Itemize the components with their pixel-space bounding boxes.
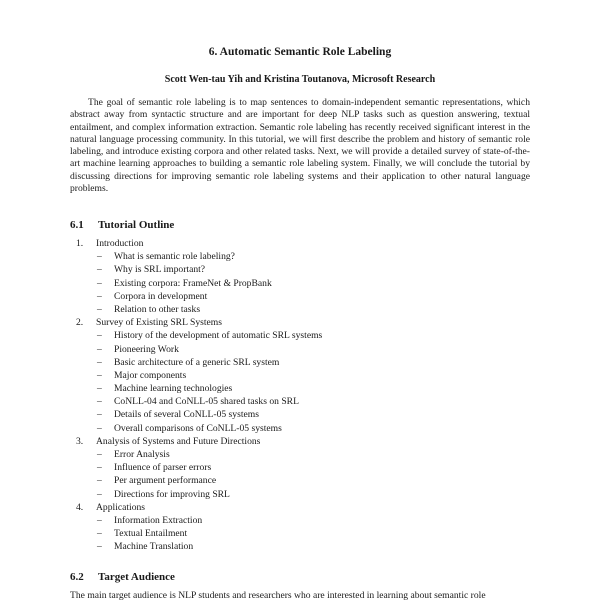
dash-bullet: – — [97, 528, 102, 540]
dash-bullet: – — [97, 475, 102, 487]
dash-bullet: – — [97, 343, 102, 355]
outline-item-number: 1. — [76, 238, 84, 249]
outline-sub-item-label: Basic architecture of a generic SRL system — [114, 356, 280, 368]
dash-bullet: – — [97, 369, 102, 381]
outline-sub-item-label: Existing corpora: FrameNet & PropBank — [114, 277, 272, 289]
outline-sub-item-label: Directions for improving SRL — [114, 488, 230, 500]
outline-sub-item — [70, 263, 530, 276]
outline-sub-item-label: Pioneering Work — [114, 343, 179, 355]
section-title: Target Audience — [98, 571, 175, 583]
outline-top-item — [70, 237, 530, 250]
outline-sub-item — [70, 514, 530, 527]
outline-sub-item-label: History of the development of automatic SRL systems — [114, 330, 323, 342]
section-title: Tutorial Outline — [98, 219, 175, 231]
dash-bullet: – — [97, 541, 102, 553]
outline-item-number: 3. — [76, 435, 84, 447]
dash-bullet: – — [97, 462, 102, 474]
outline-sub-item — [70, 474, 530, 487]
outline-item-number: 4. — [76, 501, 84, 513]
outline-sub-item-label: Information Extraction — [114, 514, 203, 526]
dash-bullet: – — [97, 488, 102, 500]
outline-sub-item — [70, 369, 530, 382]
outline-sub-item — [70, 303, 530, 316]
outline-item-label: Analysis of Systems and Future Directions — [96, 435, 261, 447]
outline-sub-item-label: Details of several CoNLL-05 systems — [114, 409, 259, 421]
outline-sub-item — [70, 461, 530, 474]
dash-bullet: – — [97, 264, 102, 276]
outline-sub-item-label: Why is SRL important? — [114, 264, 206, 276]
dash-bullet: – — [97, 396, 102, 408]
document-title: 6. Automatic Semantic Role Labeling — [208, 46, 392, 58]
dash-bullet: – — [97, 251, 102, 263]
outline-sub-item-label: CoNLL-04 and CoNLL-05 shared tasks on SRL — [114, 396, 299, 408]
outline-sub-item-label: Major components — [114, 369, 187, 381]
outline-item-number: 2. — [76, 317, 84, 329]
dash-bullet: – — [97, 514, 102, 526]
outline-sub-item-label: Corpora in development — [114, 290, 208, 302]
outline-sub-item — [70, 408, 530, 421]
document-authors: Scott Wen-tau Yih and Kristina Toutanova, Microsoft Research — [164, 74, 436, 85]
outline-top-item — [70, 316, 530, 329]
outline-sub-item-label: Textual Entailment — [114, 528, 188, 540]
outline-sub-item — [70, 540, 530, 553]
outline-sub-item — [70, 290, 530, 303]
dash-bullet: – — [97, 409, 102, 421]
dash-bullet: – — [97, 330, 102, 342]
outline-sub-item — [70, 250, 530, 263]
outline-sub-item-label: Per argument performance — [114, 475, 217, 487]
outline-item-label: Applications — [96, 501, 146, 513]
outline-sub-item-label: Overall comparisons of CoNLL-05 systems — [114, 422, 282, 434]
outline-sub-item — [70, 527, 530, 540]
section-heading-target-audience — [70, 571, 175, 583]
abstract-paragraph: The goal of semantic role labeling is to map sentences to domain-independent semantic representations, which abstract away from syntactic structure and are important for deep NLP tasks such as question answering, textual entailment, and complex information extraction. Semantic role labeling has recently received significant interest in the natural language processing community. In this tutorial, we will first describe the problem and history of semantic role labeling, and introduce existing corpora and other related tasks. Next, we will provide a detailed survey of state-of-the-art machine learning approaches to building a semantic role labeling system. Finally, we will conclude the tutorial by discussing directions for improving semantic role labeling systems and their application to other natural language problems. — [70, 97, 530, 194]
outline-sub-item — [70, 488, 530, 501]
dash-bullet: – — [97, 422, 102, 434]
outline-sub-item-label: Influence of parser errors — [114, 462, 212, 474]
dash-bullet: – — [97, 449, 102, 460]
outline-sub-item-label: Relation to other tasks — [114, 303, 201, 315]
outline-top-item — [70, 435, 530, 448]
outline-sub-item-label: Machine Translation — [114, 541, 194, 553]
outline-sub-item-label: What is semantic role labeling? — [114, 251, 235, 263]
outline-sub-item-label: Machine learning technologies — [114, 383, 233, 395]
outline-sub-item — [70, 356, 530, 369]
outline-sub-item — [70, 395, 530, 408]
outline-sub-item — [70, 382, 530, 395]
target-audience-paragraph: The main target audience is NLP students and researchers who are interested in learning about semantic role — [70, 590, 486, 601]
outline-sub-item-label: Error Analysis — [114, 449, 170, 460]
outline-sub-item — [70, 329, 530, 342]
outline-sub-item — [70, 277, 530, 290]
outline-sub-item — [70, 343, 530, 356]
outline-item-label: Survey of Existing SRL Systems — [96, 317, 222, 329]
section-number: 6.1 — [70, 219, 84, 231]
dash-bullet: – — [97, 383, 102, 395]
dash-bullet: – — [97, 356, 102, 368]
outline-item-label: Introduction — [96, 238, 144, 249]
dash-bullet: – — [97, 303, 102, 315]
tutorial-outline-list — [70, 237, 530, 554]
section-heading-tutorial-outline — [70, 219, 174, 231]
outline-top-item — [70, 501, 530, 514]
section-number: 6.2 — [70, 571, 84, 583]
outline-sub-item — [70, 448, 530, 461]
dash-bullet: – — [97, 277, 102, 289]
dash-bullet: – — [97, 290, 102, 302]
outline-sub-item — [70, 422, 530, 435]
